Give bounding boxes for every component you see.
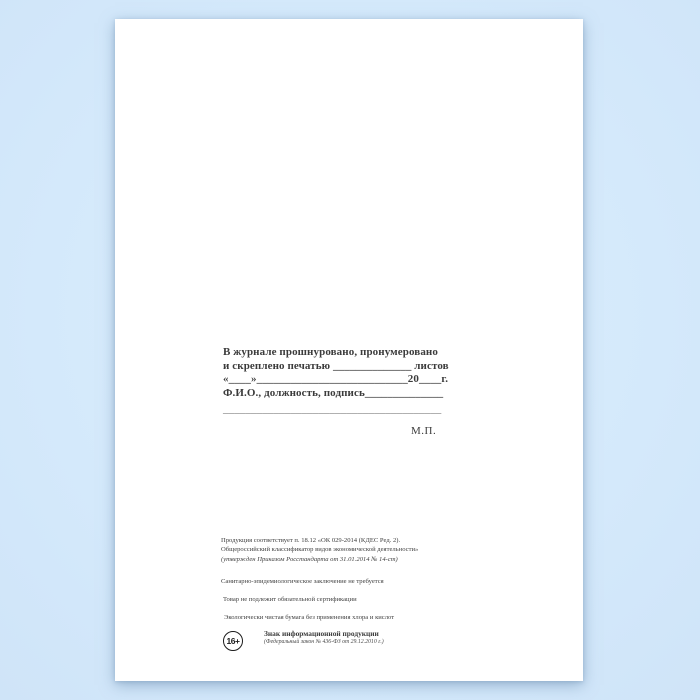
age-restriction-badge: 16+ — [223, 631, 243, 651]
info-product-label: Знак информационной продукции — [264, 629, 379, 638]
age-mark-text — [264, 629, 384, 646]
lacing-statement — [223, 346, 453, 417]
document-page — [115, 19, 583, 681]
sanitary-note: Санитарно-эпидемиологическое заключение не требуется — [221, 578, 384, 585]
stamp-line-1: В журнале прошнуровано, пронумеровано — [223, 346, 438, 358]
eco-note: Экологически чистая бумага без применения хлора и кислот — [224, 614, 395, 621]
seal-place-mark: М.П. — [411, 425, 437, 437]
compliance-line-1: Продукция соответствует п. 18.12 «ОК 029-2014 (КДЕС Ред. 2). — [221, 537, 401, 544]
certification-note: Товар не подлежит обязательной сертификации — [223, 596, 357, 603]
stamp-line-3: «____»___________________________20____г. — [223, 373, 449, 385]
law-reference: (Федеральный закон № 436-ФЗ от 29.12.2010 г.) — [264, 639, 384, 645]
stamp-line-2: и скреплено печатью ______________ листов — [223, 359, 449, 372]
compliance-line-2: Общероссийский классификатор видов экономической деятельности» — [221, 546, 419, 554]
stamp-line-5: _______________________________________ — [223, 403, 442, 415]
compliance-line-3: (утвержден Приказом Росстандарта от 31.01.2014 № 14-ст) — [221, 555, 398, 563]
compliance-note — [221, 536, 418, 564]
age-mark-row — [223, 629, 384, 651]
stamp-line-4: Ф.И.О., должность, подпись______________ — [223, 386, 444, 399]
